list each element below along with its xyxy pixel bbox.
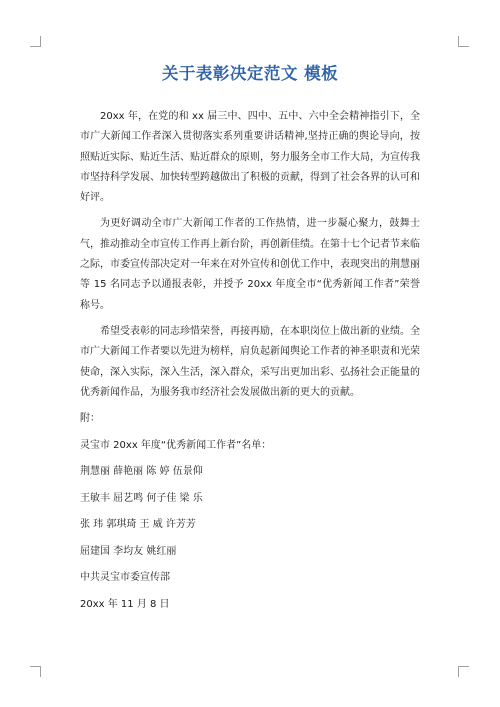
issuer-name: 中共灵宝市委宣传部: [80, 572, 170, 584]
document-title: 关于表彰决定范文 模板: [161, 64, 339, 83]
paragraph-2: 为更好调动全市广大新闻工作者的工作热情，进一步凝心聚力，鼓舞士气，推动推动全市宣传工作再上新台阶，再创新佳绩。在第十七个记者节来临之际，市委宣传部决定对一年来在对外宣传和创优工作中，表现突出的荆慧丽等 15 名同志予以通报表彰，并授予 20xx 年度全市“优秀新闻工作者”荣誉称号。: [80, 218, 420, 311]
honoree-list-title: 灵宝市 20xx 年度“优秀新闻工作者”名单：: [80, 439, 272, 451]
document-body: [80, 107, 420, 621]
paragraph-1: 20xx 年，在党的和 xx 届三中、四中、五中、六中全会精神指引下，全市广大新闻工作者深入贯彻落实系列重要讲话精神,坚持正确的舆论导向，按照贴近实际、贴近生活、贴近群众的原则，努力服务全市工作大局，为宣传我市坚持科学发展、加快转型跨越做出了积极的贡献，得到了社会各界的认可和好评。: [80, 111, 420, 204]
crop-mark-top-right: [458, 36, 469, 47]
appendix-label: 附：: [80, 413, 100, 425]
honoree-names-row-1: 荆慧丽 薛艳丽 陈 婷 伍景仰: [80, 466, 203, 478]
honoree-names-row-4: 屈建国 李均友 姚红丽: [80, 545, 177, 557]
honoree-names-row-2: 王敏丰 屈艺鸣 何子佳 梁 乐: [80, 492, 203, 504]
crop-mark-top-left: [30, 36, 41, 47]
crop-mark-bottom-right: [458, 666, 469, 677]
issue-date: 20xx 年 11 月 8 日: [80, 598, 170, 610]
honoree-names-row-3: 张 玮 郭琪琦 王 威 许芳芳: [80, 519, 196, 531]
paragraph-3: 希望受表彰的同志珍惜荣誉，再接再励，在本职岗位上做出新的业绩。全市广大新闻工作者要以先进为榜样，肩负起新闻舆论工作者的神圣职责和光荣使命，深入实际，深入生活，深入群众，采写出更加出彩、弘扬社会正能量的优秀新闻作品，为服务我市经济社会发展做出新的更大的贡献。: [80, 325, 420, 398]
crop-mark-bottom-left: [30, 666, 41, 677]
